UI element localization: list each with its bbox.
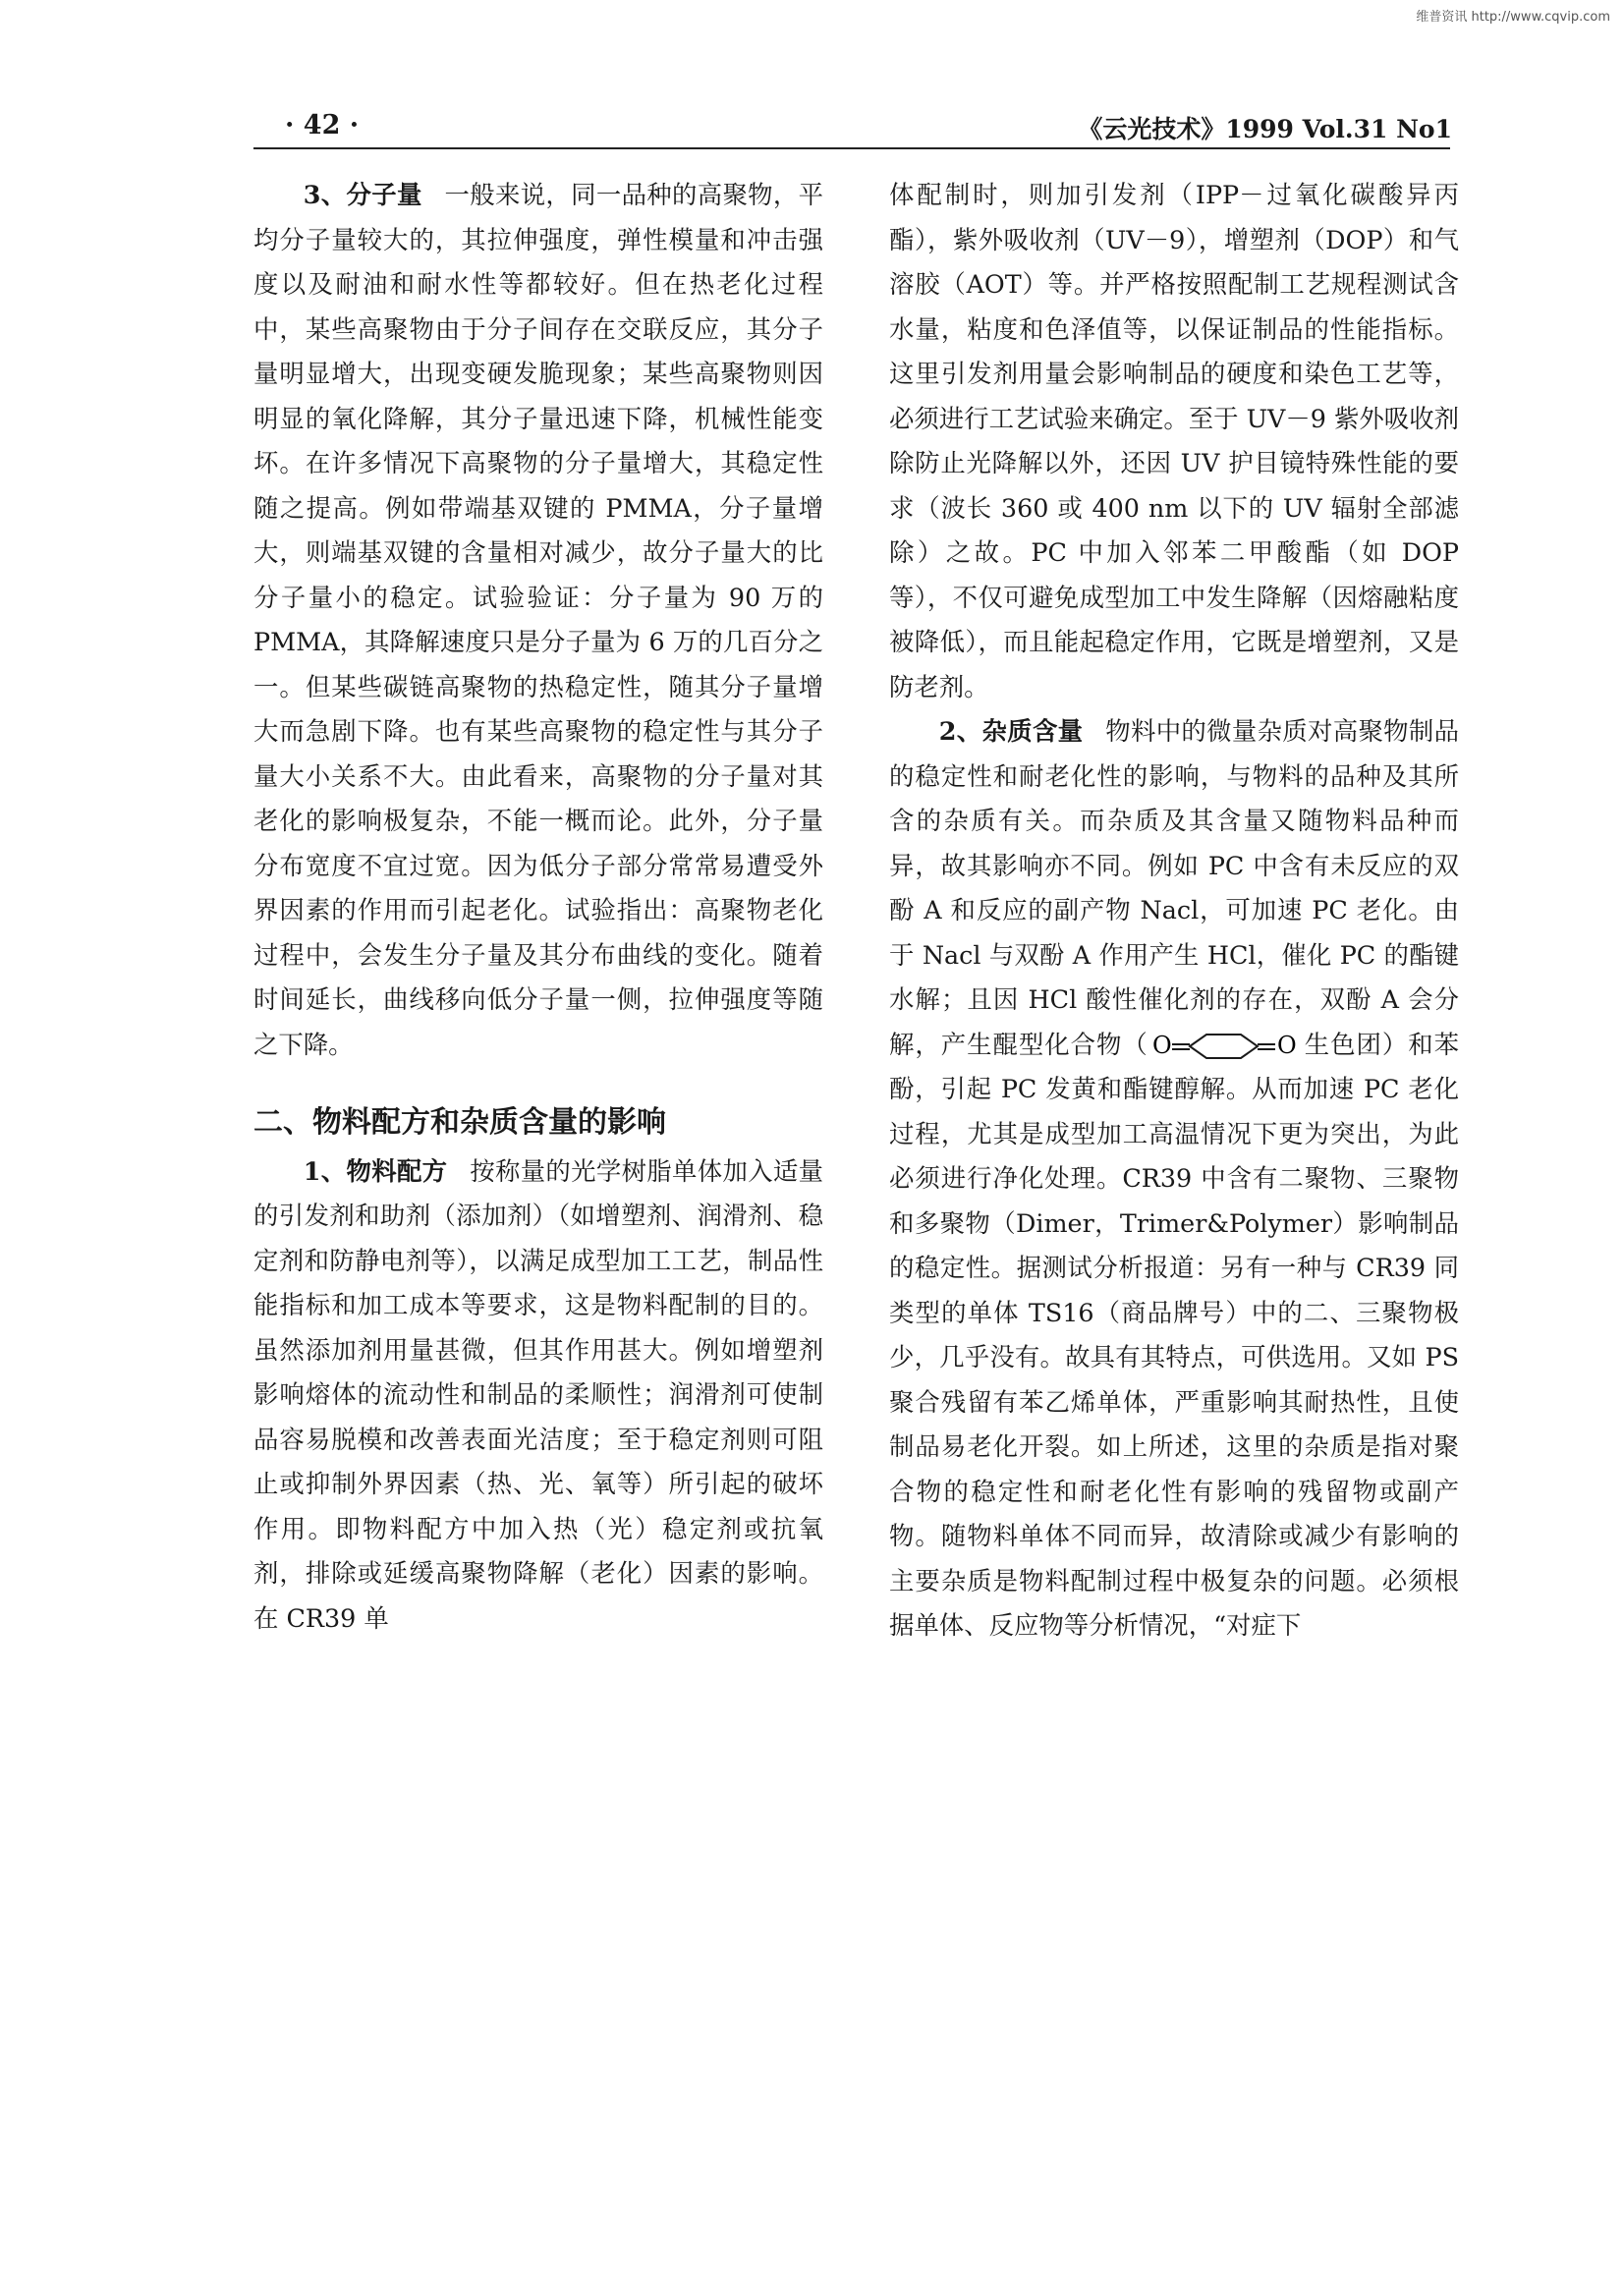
- section-heading: 二、物料配方和杂质含量的影响: [253, 1105, 666, 1140]
- header-rule: [253, 147, 1450, 149]
- paragraph-text: 物料中的微量杂质对高聚物制品的稳定性和耐老化性的影响，与物料的品种及其所含的杂质有关。而杂质及其含量又随物料品种而异，故其影响亦不同。例如 PC 中含有未反应的双酚 A 和反应的副产物 Nacl，可加速 PC 老化。由于 Nacl 与双酚 A 作用产生 HCl，催化 PC 的酯键水解；且因 HCl 酸性催化剂的存在，双酚 A 会分解，产生醌型化合物（: [889, 716, 1459, 1059]
- watermark: 维普资讯 http://www.cqvip.com: [1416, 10, 1610, 25]
- subheading-formulation: 1、物料配方: [303, 1155, 448, 1186]
- paragraph-molecular-weight: [253, 173, 823, 1067]
- paragraph-text: 按称量的光学树脂单体加入适量的引发剂和助剂（添加剂）（如增塑剂、润滑剂、稳定剂和防静电剂等），以满足成型加工工艺，制品性能指标和加工成本等要求，这是物料配制的目的。虽然添加剂用量甚微，但其作用甚大。例如增塑剂影响熔体的流动性和制品的柔顺性；润滑剂可使制品容易脱模和改善表面光洁度；至于稳定剂则可阻止或抑制外界因素（热、光、氧等）所引起的破坏作用。即物料配方中加入热（光）稳定剂或抗氧剂，排除或延缓高聚物降解（老化）因素的影响。在 CR39 单: [253, 1155, 823, 1633]
- paragraph-text: 生色团）和苯酚，引起 PC 发黄和酯键醇解。从而加速 PC 老化过程，尤其是成型加工高温情况下更为突出，为此必须进行净化处理。CR39 中含有二聚物、三聚物和多聚物（Dimer，Trimer&Polymer）影响制品的稳定性。据测试分析报道：另有一种与 CR39 同类型的单体 TS16（商品牌号）中的二、三聚物极少，几乎没有。故具有其特点，可供选用。又如 PS 聚合残留有苯乙烯单体，严重影响其耐热性，且使制品易老化开裂。如上所述，这里的杂质是指对聚合物的稳定性和耐老化性有影响的残留物或副产物。随物料单体不同而异，故清除或减少有影响的主要杂质是物料配制过程中极复杂的问题。必须根据单体、反应物等分析情况，“对症下: [889, 1029, 1459, 1640]
- left-column: [253, 173, 823, 1641]
- page-number: · 42 ·: [285, 110, 360, 140]
- paragraph-continued: 体配制时，则加引发剂（IPP－过氧化碳酸异丙酯），紫外吸收剂（UV－9），增塑剂（DOP）和气溶胶（AOT）等。并严格按照配制工艺规程测试含水量，粘度和色泽值等，以保证制品的性能指标。这里引发剂用量会影响制品的硬度和染色工艺等，必须进行工艺试验来确定。至于 UV－9 紫外吸收剂除防止光降解以外，还因 UV 护目镜特殊性能的要求（波长 360 或 400 nm 以下的 UV 辐射全部滤除）之故。PC 中加入邻苯二甲酸酯（如 DOP 等），不仅可避免成型加工中发生降解（因熔融粘度被降低），而且能起稳定作用，它既是增塑剂，又是防老剂。: [889, 180, 1459, 701]
- subheading-impurities: 2、杂质含量: [938, 716, 1084, 746]
- subheading-molecular-weight: 3、分子量: [303, 180, 422, 209]
- quinone-oxygen-left: O: [1151, 1031, 1172, 1059]
- journal-header: 《云光技术》1999 Vol.31 No1: [1078, 115, 1452, 143]
- paragraph-impurities: [889, 709, 1459, 1649]
- quinone-ring-icon: [1152, 1032, 1300, 1061]
- quinone-oxygen-right: O: [1276, 1031, 1297, 1059]
- paragraph-formulation: [253, 1149, 823, 1642]
- quinone-structure: [1152, 1032, 1300, 1061]
- right-column: [889, 173, 1459, 1649]
- paragraph-text: 一般来说，同一品种的高聚物，平均分子量较大的，其拉伸强度，弹性模量和冲击强度以及耐油和耐水性等都较好。但在热老化过程中，某些高聚物由于分子间存在交联反应，其分子量明显增大，出现变硬发脆现象；某些高聚物则因明显的氧化降解，其分子量迅速下降，机械性能变坏。在许多情况下高聚物的分子量增大，其稳定性随之提高。例如带端基双键的 PMMA，分子量增大，则端基双键的含量相对减少，故分子量大的比分子量小的稳定。试验验证：分子量为 90 万的 PMMA，其降解速度只是分子量为 6 万的几百分之一。但某些碳链高聚物的热稳定性，随其分子量增大而急剧下降。也有某些高聚物的稳定性与其分子量大小关系不大。由此看来，高聚物的分子量对其老化的影响极复杂，不能一概而论。此外，分子量分布宽度不宜过宽。因为低分子部分常常易遭受外界因素的作用而引起老化。试验指出：高聚物老化过程中，会发生分子量及其分布曲线的变化。随着时间延长，曲线移向低分子量一侧，拉伸强度等随之下降。: [253, 180, 823, 1059]
